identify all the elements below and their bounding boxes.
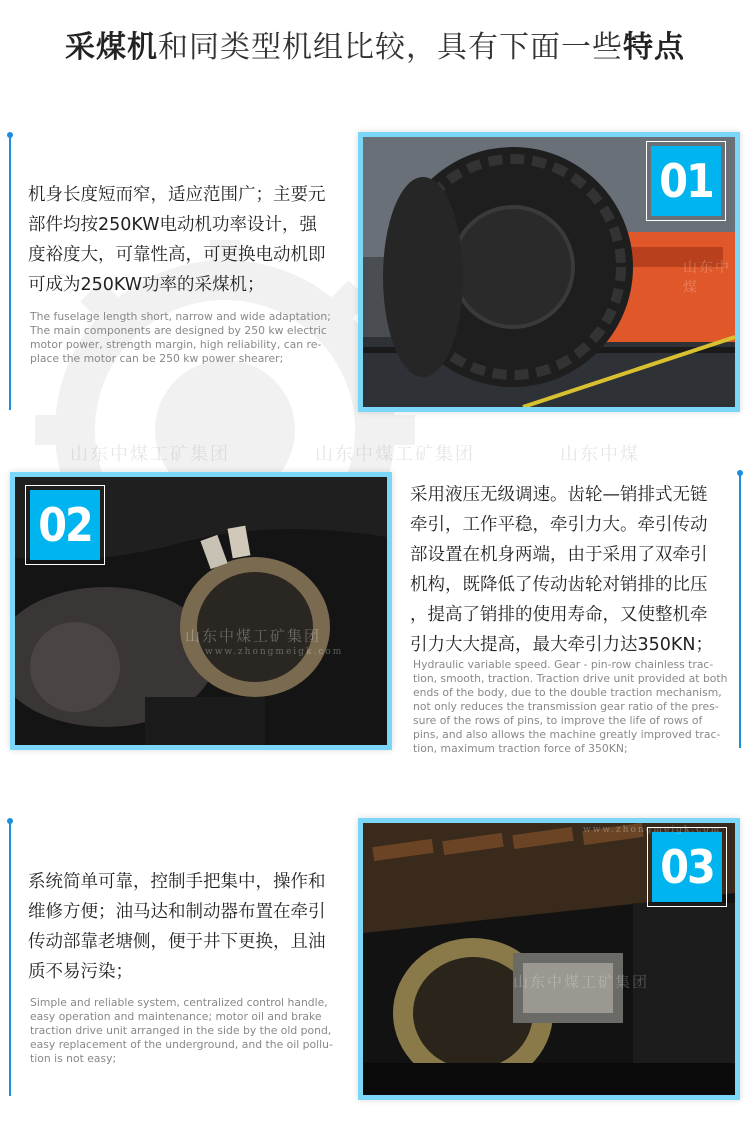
feature-3-zh-text: 系统简单可靠，控制手把集中，操作和 维修方便；油马达和制动器布置在牵引 传动部靠老塘侧，便于井下更换，且油 质不易污染； [28, 872, 326, 982]
feature-1-zh-text: 机身长度短而窄，适应范围广；主要元 部件均按250KW电动机功率设计，强 度裕度大，可靠性高，可更换电动机即 可成为250KW功率的采煤机； [28, 185, 326, 295]
watermark-text: 山东中煤 [560, 444, 640, 465]
divider-line [9, 135, 11, 410]
watermark-url: www.zhongmeigk.com [583, 825, 722, 835]
feature-3-en-text: Simple and reliable system, centralized control handle, easy operation and maintenance; motor oil and brake traction drive unit arranged in the side by the old pond, easy replacement of the underground, and the oil pollu- tion is not easy; [30, 996, 333, 1065]
feature-2-zh-text: 采用液压无级调速。齿轮—销排式无链 牵引，工作平稳，牵引力大。牵引传动 部设置在机身两端，由于采用了双牵引 机构，既降低了传动齿轮对销排的比压 ，提高了销排的使用寿命，又使整机牵 引力大大提高，最大牵引力达350KN； [410, 485, 713, 655]
feature-1-en-text: The fuselage length short, narrow and wide adaptation; The main components are designed by 250 kw electric motor power, strength margin, high reliability, can re- place the motor can be 250 kw power shearer; [30, 310, 331, 365]
watermark-text: 山东中煤工矿集团 [70, 444, 230, 465]
badge-01: 01 [651, 146, 721, 216]
page-title: 采煤机和同类型机组比较，具有下面一些特点 [65, 30, 685, 65]
watermark-url: www.zhongmeigk.com [205, 647, 344, 657]
watermark-text: 山东中煤工矿集团 [185, 627, 322, 645]
badge-03: 03 [652, 832, 722, 902]
watermark-text: 山东中煤工矿集团 [315, 444, 475, 465]
watermark-text: 山东中煤 [683, 260, 731, 296]
watermark-text: 山东中煤工矿集团 [513, 973, 650, 991]
divider-line [9, 821, 11, 1096]
badge-02: 02 [30, 490, 100, 560]
feature-2-photo [10, 472, 392, 750]
feature-1-photo [358, 132, 740, 412]
feature-2-en-text: Hydraulic variable speed. Gear - pin-row chainless trac- tion, smooth, traction. Traction drive unit provided at both ends of the body, due to the double traction mechanism, not only reduces the transmission gear ratio of the pres- sure of the rows of pins, to improve the life of rows of pins, and also allows the machine greatly improved trac- tion, maximum traction force of 350KN; [413, 658, 728, 755]
feature-3-photo [358, 818, 740, 1100]
